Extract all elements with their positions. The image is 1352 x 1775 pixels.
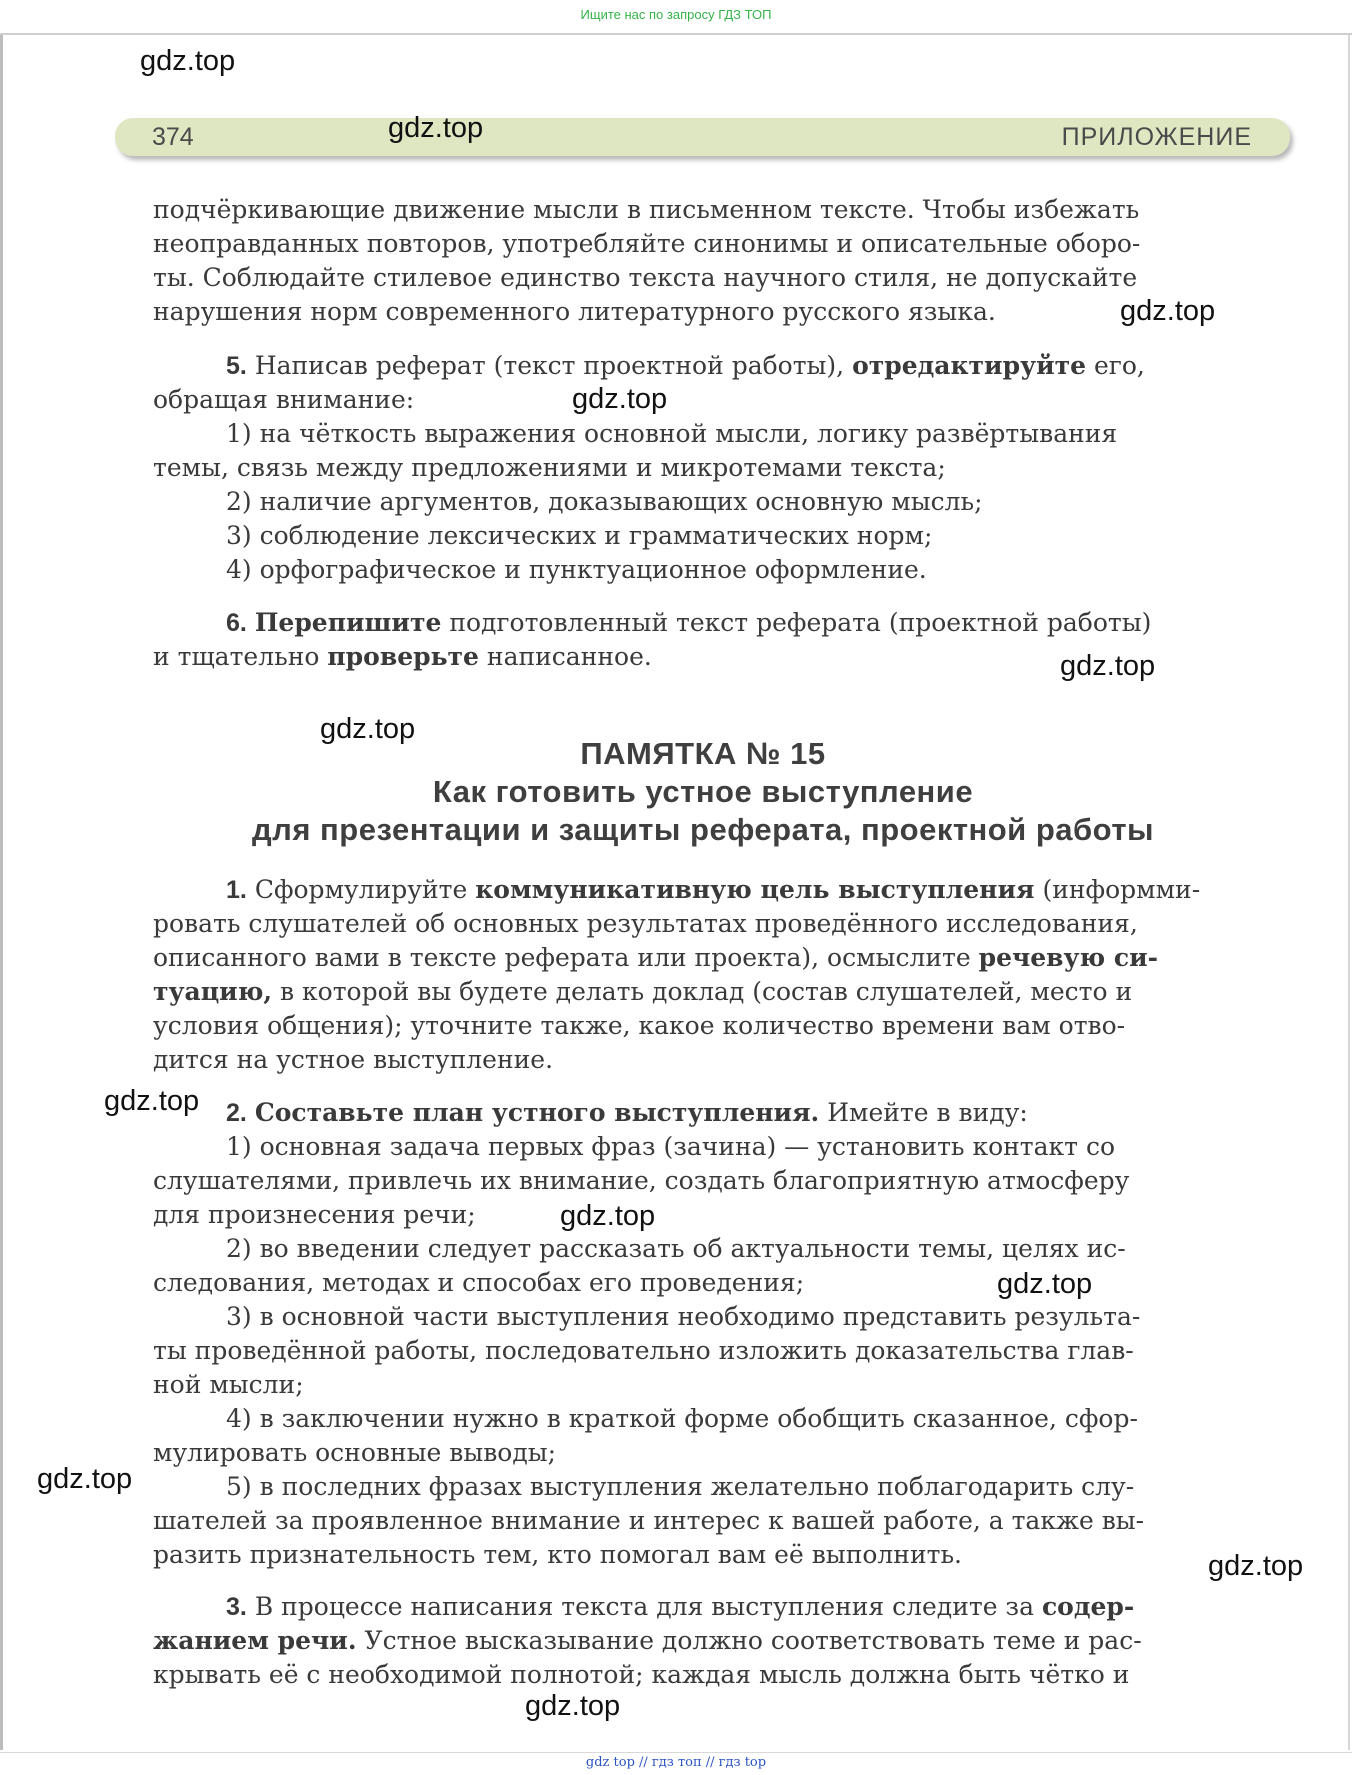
watermark: gdz.top (388, 112, 484, 144)
text-line: следования, методах и способах его проведения; (153, 1268, 805, 1297)
top-divider (0, 33, 1352, 35)
bottom-divider (0, 1752, 1352, 1753)
section-title: ПРИЛОЖЕНИЕ (1061, 123, 1252, 151)
watermark: gdz.top (104, 1085, 200, 1117)
bold-term: туацию, (153, 977, 273, 1006)
step-6 (153, 606, 1253, 674)
text-line (153, 1624, 1253, 1658)
text-line: разить признательность тем, кто помогал вам её выполнить. (153, 1540, 962, 1569)
text-line: дится на устное выступление. (153, 1045, 554, 1074)
text-line (153, 1096, 1253, 1130)
text-span: Имейте в виду: (827, 1098, 1028, 1127)
list-item: 1) на чёткость выражения основной мысли, логику развёртывания (226, 419, 1118, 448)
watermark: gdz.top (525, 1690, 621, 1722)
footer-links[interactable]: gdz top // гдз топ // гдз top (585, 1755, 767, 1770)
text-span: его, (1093, 351, 1145, 380)
list-item: 4) в заключении нужно в краткой форме обобщить сказанное, сфор- (226, 1404, 1138, 1433)
bold-term: Составьте план устного выступления. (254, 1098, 820, 1127)
watermark: gdz.top (572, 383, 668, 415)
text-line: условия общения); уточните также, какое количество времени вам отво- (153, 1011, 1126, 1040)
text-line (153, 873, 1253, 907)
watermark: gdz.top (1208, 1550, 1304, 1582)
list-item: 2) во введении следует рассказать об актуальности темы, целях ис- (226, 1234, 1126, 1263)
text-line: слушателями, привлечь их внимание, создать благоприятную атмосферу (153, 1166, 1130, 1195)
bold-term: Перепишите (254, 608, 442, 637)
step-5 (153, 349, 1253, 587)
text-line: ты проведённой работы, последовательно изложить доказательства глав- (153, 1336, 1134, 1365)
text-span: описанного вами в тексте реферата или проекта), осмыслите (153, 943, 971, 972)
bold-term: жанием речи. (153, 1626, 357, 1655)
text-line: темы, связь между предложениями и микротемами текста; (153, 453, 946, 482)
bold-term: проверьте (327, 642, 479, 671)
step-number: 3. (226, 1593, 247, 1621)
text-line (153, 975, 1253, 1009)
list-item: 5) в последних фразах выступления желательно поблагодарить слу- (226, 1472, 1135, 1501)
watermark: gdz.top (140, 45, 236, 77)
step-number: 6. (226, 609, 247, 637)
text-line (153, 1590, 1253, 1624)
text-line: ровать слушателей об основных результатах проведённого исследования, (153, 909, 1138, 938)
text-line (153, 941, 1253, 975)
text-span: Устное высказывание должно соответствовать теме и рас- (364, 1626, 1142, 1655)
bold-term: коммуникативную цель выступления (475, 875, 1035, 904)
text-line (153, 349, 1253, 383)
memo-title: ПАМЯТКА № 15 (580, 736, 826, 771)
page-number: 374 (152, 123, 194, 151)
memo-subtitle: Как готовить устное выступление (432, 774, 974, 809)
list-item: 2) наличие аргументов, доказывающих основную мысль; (226, 487, 983, 516)
top-banner: Ищите нас по запросу ГДЗ ТОП (580, 7, 772, 22)
text-line (153, 640, 1253, 674)
text-span: Сформулируйте (254, 875, 468, 904)
text-line: мулировать основные выводы; (153, 1438, 557, 1467)
text-span: подготовленный текст реферата (проектной работы) (449, 608, 1152, 637)
memo-point-3 (153, 1590, 1253, 1692)
watermark: gdz.top (37, 1463, 133, 1495)
watermark: gdz.top (560, 1200, 656, 1232)
text-line (153, 606, 1253, 640)
bold-term: речевую си- (978, 943, 1159, 972)
text-line: крывать её с необходимой полнотой; каждая мысль должна быть чётко и (153, 1660, 1130, 1689)
list-item: 3) в основной части выступления необходимо представить результа- (226, 1302, 1141, 1331)
memo-point-2 (153, 1096, 1253, 1572)
watermark: gdz.top (320, 713, 416, 745)
text-span: Написав реферат (текст проектной работы), (254, 351, 845, 380)
text-span: (информми- (1042, 875, 1201, 904)
intro-paragraph (153, 193, 1253, 329)
left-border (0, 35, 3, 1750)
bold-term: отредактируйте (852, 351, 1087, 380)
text-line: ты. Соблюдайте стилевое единство текста научного стиля, не допускайте (153, 263, 1138, 292)
step-number: 2. (226, 1099, 247, 1127)
text-span: написанное. (486, 642, 652, 671)
watermark: gdz.top (997, 1268, 1093, 1300)
text-span: в которой вы будете делать доклад (состав слушателей, место и (280, 977, 1133, 1006)
memo-subtitle: для презентации и защиты реферата, проектной работы (251, 812, 1154, 847)
bold-term: содер- (1041, 1592, 1135, 1621)
text-line: подчёркивающие движение мысли в письменном тексте. Чтобы избежать (153, 195, 1140, 224)
text-span: и тщательно (153, 642, 320, 671)
step-number: 5. (226, 352, 247, 380)
text-span: В процессе написания текста для выступления следите за (254, 1592, 1034, 1621)
list-item: 4) орфографическое и пунктуационное оформление. (226, 555, 927, 584)
watermark: gdz.top (1120, 295, 1216, 327)
text-line: ной мысли; (153, 1370, 304, 1399)
right-border (1348, 35, 1350, 1750)
step-number: 1. (226, 876, 247, 904)
text-line: для произнесения речи; (153, 1200, 476, 1229)
text-line: неоправданных повторов, употребляйте синонимы и описательные оборо- (153, 229, 1141, 258)
watermark: gdz.top (1060, 650, 1156, 682)
list-item: 3) соблюдение лексических и грамматических норм; (226, 521, 933, 550)
text-line: шателей за проявленное внимание и интерес к вашей работе, а также вы- (153, 1506, 1145, 1535)
memo-point-1 (153, 873, 1253, 1077)
text-line: нарушения норм современного литературного русского языка. (153, 297, 996, 326)
list-item: 1) основная задача первых фраз (зачина) — установить контакт со (226, 1132, 1116, 1161)
text-line: обращая внимание: (153, 385, 415, 414)
